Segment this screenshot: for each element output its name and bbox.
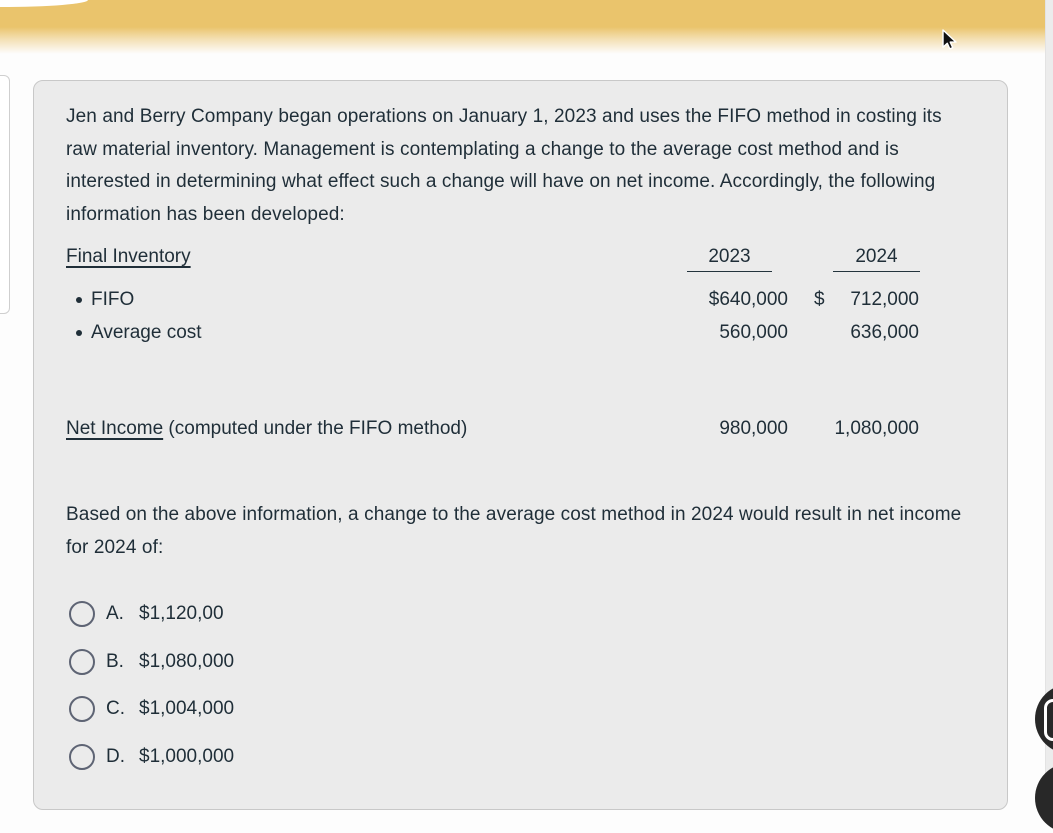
net-income-label [66,416,467,442]
option-letter: B. [106,651,124,672]
net-income-title: Net Income [66,418,164,439]
year-header-2023: 2023 [687,246,772,272]
option-letter: D. [106,746,125,767]
inventory-row-label: FIFO [91,289,135,310]
scrollbar-track[interactable] [1045,0,1053,789]
net-income-2023-amount: 980,000 [719,418,788,439]
top-left-tab [0,0,88,7]
fifo-2023-amount: $640,000 [708,289,788,310]
radio-button-c[interactable] [69,696,95,722]
option-b[interactable] [69,648,234,676]
bullet-icon [76,297,82,303]
bullet-icon [76,330,82,336]
fifo-2024-currency: $ [814,289,825,310]
option-letter: C. [106,698,125,719]
radio-button-b[interactable] [69,649,95,675]
chat-icon [1044,699,1053,741]
inventory-row-label: Average cost [91,322,202,343]
fifo-2024-amount: 712,000 [850,289,919,310]
inventory-row-fifo [76,287,134,313]
option-a[interactable] [69,600,224,628]
option-value: $1,080,000 [139,651,235,672]
inventory-row-average-cost [76,320,202,346]
chat-fab-button[interactable] [1035,684,1053,754]
secondary-fab-button[interactable] [1035,763,1053,833]
radio-button-a[interactable] [69,601,95,627]
net-income-note: (computed under the FIFO method) [163,418,468,439]
option-value: $1,000,000 [139,746,235,767]
question-intro: Jen and Berry Company began operations on January 1, 2023 and uses the FIFO method in costing its raw material inventory. Management is contemplating a change to the average cost method and is interested in determining what effect such a change will have on net income. Accordingly, the following information has been developed: [66,106,942,225]
option-value: $1,120,00 [139,603,224,624]
year-header-2024: 2024 [833,246,920,272]
question-card [33,80,1008,810]
radio-button-d[interactable] [69,744,95,770]
final-inventory-label: Final Inventory [66,246,191,267]
option-letter: A. [106,603,124,624]
option-c[interactable] [69,695,234,723]
question-prompt: Based on the above information, a change to the average cost method in 2024 would result in net income for 2024 of: [66,504,962,558]
top-accent-bar [0,0,1046,56]
average-cost-2023-amount: 560,000 [719,322,788,343]
option-value: $1,004,000 [139,698,235,719]
option-d[interactable] [69,743,234,771]
left-panel-edge [0,75,10,314]
net-income-2024-amount: 1,080,000 [834,418,919,439]
average-cost-2024-amount: 636,000 [850,322,919,343]
